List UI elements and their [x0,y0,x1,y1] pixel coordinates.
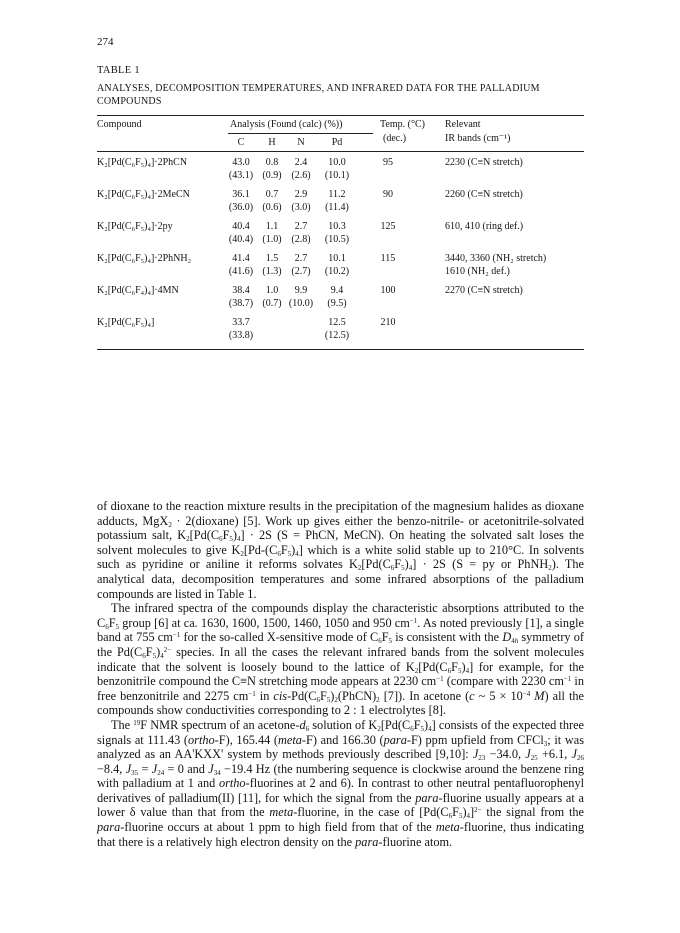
compound-cell: K₂[Pd(C₆F₅)₄]·2PhCN [97,157,188,168]
ir-band: 2230 (C≡N stretch) [445,157,523,168]
compound-cell: K₂[Pd(C₆F₅)₄]·2MeCN [97,189,190,200]
body-text [97,499,584,849]
temp-cell: 95 [383,157,393,168]
header-analysis: Analysis (Found (calc) (%)) [230,119,343,130]
found-value: 38.4 [232,285,250,296]
compound-cell: K₂[Pd(C₆F₄)₄]·4MN [97,285,179,296]
ir-band: 610, 410 (ring def.) [445,221,524,232]
found-value: 40.4 [232,221,250,232]
header-temp-line2: (dec.) [383,133,407,144]
found-value: 0.7 [265,189,279,200]
table-bottom-rule [97,349,584,350]
header-compound: Compound [97,119,142,130]
header-sub-h: H [268,137,276,148]
found-value: 43.0 [232,157,250,168]
calc-value: (9.5) [327,298,347,309]
calc-value: (10.1) [324,170,350,181]
calc-value: (11.4) [325,202,349,213]
calc-value: (2.8) [291,234,311,245]
found-value: 11.2 [328,189,346,200]
temp-cell: 210 [380,317,396,328]
temp-cell: 115 [380,253,396,264]
found-value: 0.8 [265,157,279,168]
calc-value: (3.0) [291,202,311,213]
table-title: ANALYSES, DECOMPOSITION TEMPERATURES, AND INFRARED DATA FOR THE PALLADIUM COMPOUNDS [97,83,540,107]
header-sub-pd: Pd [331,137,343,148]
temp-cell: 90 [383,189,393,200]
table-label: TABLE 1 [97,65,140,76]
calc-value: (12.5) [324,330,350,341]
calc-value: (33.8) [228,330,254,341]
calc-value: (10.0) [288,298,314,309]
calc-value: (1.3) [262,266,282,277]
ir-band: 1610 (NH₂ def.) [445,266,510,277]
header-ir-line2: IR bands (cm⁻¹) [445,133,511,144]
calc-value: (2.6) [291,170,311,181]
header-sub-c: C [237,137,245,148]
found-value: 33.7 [232,317,250,328]
found-value: 1.5 [265,253,279,264]
calc-value: (0.7) [262,298,282,309]
found-value: 41.4 [232,253,250,264]
calc-value: (41.6) [228,266,254,277]
compound-cell: K₂[Pd(C₆F₅)₄]·2py [97,221,173,232]
calc-value: (0.9) [262,170,282,181]
found-value: 9.4 [330,285,344,296]
found-value: 2.4 [294,157,308,168]
found-value: 10.0 [328,157,346,168]
header-sub-n: N [297,137,305,148]
found-value: 2.9 [294,189,308,200]
calc-value: (43.1) [228,170,254,181]
found-value: 2.7 [294,253,308,264]
header-ir-line1: Relevant [445,119,481,130]
calc-value: (10.5) [324,234,350,245]
calc-value: (40.4) [228,234,254,245]
found-value: 9.9 [294,285,308,296]
compound-cell: K₂[Pd(C₆F₅)₄]·2PhNH₂ [97,253,192,264]
found-value: 1.0 [265,285,279,296]
table-top-rule [97,115,584,116]
calc-value: (10.2) [324,266,350,277]
ir-band: 2270 (C≡N stretch) [445,285,523,296]
ir-band: 2260 (C≡N stretch) [445,189,523,200]
ir-band: 3440, 3360 (NH₂ stretch) [445,253,547,264]
temp-cell: 100 [380,285,396,296]
calc-value: (36.0) [228,202,254,213]
paragraph-3: The $^{19}$F NMR spectrum of an acetone-$d_6$ solution of $K_2[Pd(C_6F_5)_4]$ consists of the expected three signals at 111.43 (ortho-F), 165.44 (meta-F) and 166.30 (para-F) ppm upfield from CFCl$_3$; it was analyzed as an AA'KXX' system by methods previously described [9,10]: $J_{23} -34.0$, $J_{25} +6.1$, $J_{26} -8.4$, $J_{35} = J_{24} = 0$ and $J_{34} -19.4$ Hz (the numbering sequence is clockwise around the benzene ring with palladium at 1 and ortho-fluorines at 2 and 6). In contrast to other neutral pentafluorophenyl derivatives of palladium(II) [11], for which the signal from the para-fluorine usually appears at a lower δ value than that from the meta-fluorine, in the case of $[Pd(C_6F_5)_4]^{2-}$ the signal from the para-fluorine occurs at about 1 ppm to high field from that of the meta-fluorine, thus indicating that there is a relatively high electron density on the para-fluorine atom. [97,717,585,849]
calc-value: (1.0) [262,234,282,245]
analysis-header-rule [228,133,373,134]
page-number: 274 [97,36,114,48]
temp-cell: 125 [380,221,396,232]
header-temp-line1: Temp. (°C) [380,119,425,130]
found-value: 10.1 [328,253,346,264]
table-header-rule [97,151,584,152]
found-value: 2.7 [294,221,308,232]
paragraph-2: The infrared spectra of the compounds display the characteristic absorptions attributed to the $C_6F_5$ group [6] at ca. 1630, 1600, 1500, 1460, 1050 and 950 $cm^{-1}$. As noted previously [1], a single band at 755 $cm^{-1}$ for the so-called X-sensitive mode of $C_6F_5$ is consistent with the $D_{4h}$ symmetry of the $Pd(C_6F_5)_4^{2-}$ species. In all the cases the relevant infrared bands from the solvent molecules indicate that the solvent is loosely bound to the lattice of $K_2[Pd(C_6F_5)_4]$ for example, for the benzonitrile compound the C≡N stretching mode appears at 2230 $cm^{-1}$ (compare with 2230 $cm^{-1}$ in free benzonitrile and 2275 $cm^{-1}$ in cis-$Pd(C_6F_5)_2(PhCN)_2$ [7]). In acetone (c ~ $5 \times 10^{-4}$ M) all the compounds show conductivities corresponding to 2 : 1 electrolytes [8]. [97,601,585,718]
calc-value: (2.7) [291,266,311,277]
found-value: 10.3 [328,221,346,232]
found-value: 12.5 [328,317,346,328]
found-value: 1.1 [265,221,279,232]
paragraph-1: of dioxane to the reaction mixture results in the precipitation of the magnesium halides as dioxane adducts, MgX$_2$ · 2(dioxane) [5]. Work up gives either the benzo-nitrile- or acetonitrile-solvated potassium salt, $K_2[Pd(C_6F_5)_4] \cdot 2S$ (S = PhCN, MeCN). On heating the solvated salt loses the solvent molecules to give $K_2[Pd-(C_6F_5)_4]$ which is a white solid stable up to 210°C. In solvents such as pyridine or aniline it reforms solvates $K_2[Pd(C_6F_5)_4] \cdot 2S$ (S = py or PhNH$_2$). The analytical data, decomposition temperatures and some infrared absorptions of the palladium compounds are listed in Table 1. [97,499,585,601]
calc-value: (38.7) [228,298,254,309]
compound-cell: K₂[Pd(C₆F₅)₄] [97,317,155,328]
calc-value: (0.6) [262,202,282,213]
found-value: 36.1 [232,189,250,200]
